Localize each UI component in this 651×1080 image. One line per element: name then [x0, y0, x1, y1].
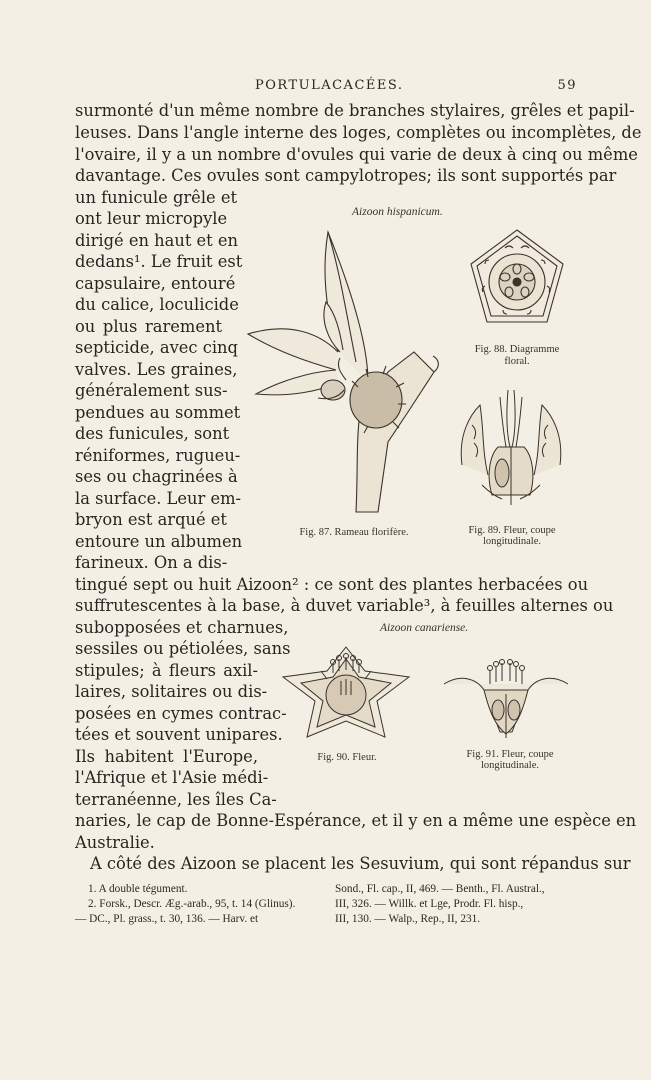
body-line: stipules; à fleurs axil-	[75, 661, 258, 680]
body-line: farineux. On a dis-	[75, 553, 228, 572]
flower-section-illustration	[452, 385, 570, 515]
figure-caption: floral.	[504, 356, 530, 367]
body-line: tées et souvent unipares.	[75, 725, 283, 744]
running-title: PORTULACACÉES.	[255, 78, 404, 93]
figure-caption: Fig. 88. Diagramme	[474, 344, 560, 355]
figure-caption: longitudinale.	[480, 760, 540, 771]
body-line: valves. Les graines,	[75, 360, 238, 379]
body-line: leuses. Dans l'angle interne des loges, complètes ou incomplètes, de	[75, 123, 642, 142]
body-line: suffrutescentes à la base, à duvet variable³, à feuilles alternes ou	[75, 596, 614, 615]
body-line: naries, le cap de Bonne-Espérance, et il y en a même une espèce en	[75, 811, 637, 830]
body-line: terranéenne, les îles Ca-	[75, 790, 277, 809]
body-line: surmonté d'un même nombre de branches stylaires, grêles et papil-	[75, 101, 635, 120]
footnote-line: III, 326. — Willk. et Lge, Prodr. Fl. hisp.,	[335, 898, 524, 910]
body-line: la surface. Leur em-	[75, 489, 242, 508]
body-line: sessiles ou pétiolées, sans	[75, 639, 291, 658]
body-line: dedans¹. Le fruit est	[75, 252, 243, 271]
flowering-branch-illustration	[228, 222, 443, 517]
page-number: 59	[557, 78, 577, 93]
species-label: Aizoon canariense.	[380, 622, 469, 634]
body-line: ou plus rarement	[75, 317, 222, 336]
body-line: pendues au sommet	[75, 403, 241, 422]
body-line: bryon est arqué et	[75, 510, 227, 529]
body-line: du calice, loculicide	[75, 295, 239, 314]
body-line: subopposées et charnues,	[75, 618, 289, 637]
flower-illustration	[277, 643, 415, 741]
body-line: Australie.	[75, 833, 155, 852]
body-line: Ils habitent l'Europe,	[75, 747, 258, 766]
footnote-line: — DC., Pl. grass., t. 30, 136. — Harv. et	[75, 913, 259, 925]
figure-caption: Fig. 91. Fleur, coupe	[466, 749, 554, 760]
body-line: ont leur micropyle	[75, 209, 228, 228]
body-line: tingué sept ou huit Aizoon² : ce sont des plantes herbacées ou	[75, 575, 589, 594]
body-line: réniformes, rugueu-	[75, 446, 241, 465]
body-line: laires, solitaires ou dis-	[75, 682, 268, 701]
footnote-line: 1. A double tégument.	[88, 883, 188, 895]
flower-section-illustration	[440, 654, 572, 740]
body-line: généralement sus-	[75, 381, 228, 400]
body-line: entoure un albumen	[75, 532, 243, 551]
body-line: capsulaire, entouré	[75, 274, 236, 293]
footnote-line: Sond., Fl. cap., II, 469. — Benth., Fl. Austral.,	[335, 883, 545, 895]
figure-caption: longitudinale.	[482, 536, 542, 547]
body-line: l'ovaire, il y a un nombre d'ovules qui varie de deux à cinq ou même	[75, 145, 638, 164]
body-line: des funicules, sont	[75, 424, 230, 443]
figure-caption: Fig. 90. Fleur.	[317, 752, 377, 763]
floral-diagram-illustration	[465, 226, 569, 334]
body-line: dirigé en haut et en	[75, 231, 239, 250]
body-line: septicide, avec cinq	[75, 338, 238, 357]
footnote-line: III, 130. — Walp., Rep., II, 231.	[335, 913, 481, 925]
figure-caption: Fig. 87. Rameau florifère.	[299, 527, 409, 538]
body-line: davantage. Ces ovules sont campylotropes; ils sont supportés par	[75, 166, 617, 185]
body-line: un funicule grêle et	[75, 188, 238, 207]
body-line: posées en cymes contrac-	[75, 704, 287, 723]
species-label: Aizoon hispanicum.	[352, 206, 443, 218]
body-line: l'Afrique et l'Asie médi-	[75, 768, 269, 787]
body-line: ses ou chagrinées à	[75, 467, 238, 486]
footnote-line: 2. Forsk., Descr. Æg.-arab., 95, t. 14 (Glinus).	[88, 898, 296, 910]
body-line: A côté des Aizoon se placent les Sesuvium, qui sont répandus sur	[90, 854, 631, 873]
figure-caption: Fig. 89. Fleur, coupe	[468, 525, 556, 536]
